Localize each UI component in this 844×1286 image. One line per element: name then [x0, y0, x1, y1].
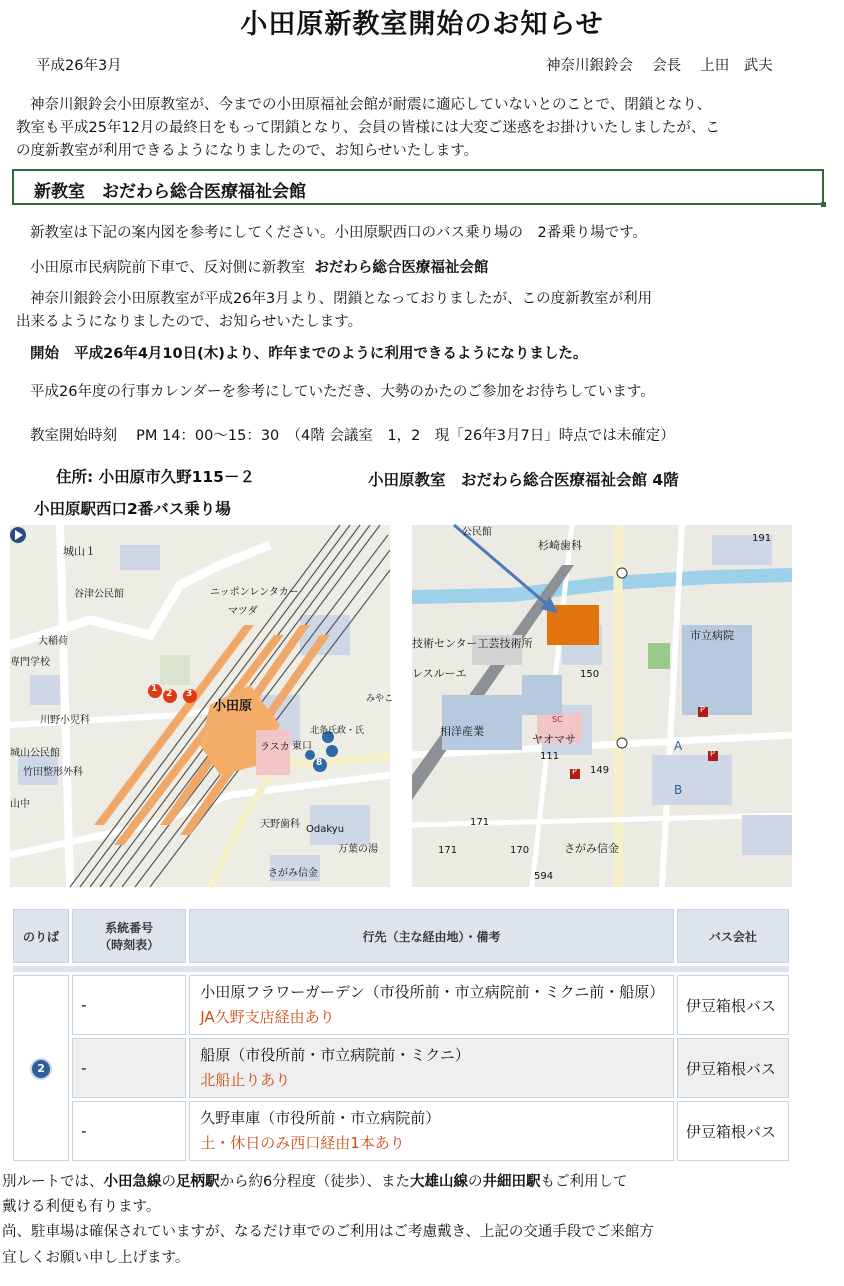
map-label: 市立病院 [690, 629, 734, 642]
header-route-number-text: 系統番号 [105, 921, 154, 935]
venue-label: 小田原教室 おだわら総合医療福祉会館 4階 [368, 471, 679, 489]
opening-label: 開始 [30, 346, 59, 362]
ashigara-station: 足柄駅 [176, 1174, 220, 1190]
map-label: ヤオマサ [532, 733, 576, 746]
map-label: マツダ [228, 606, 258, 617]
route-number: - [72, 1101, 186, 1161]
destination-cell [189, 1101, 674, 1161]
header-bus-company: バス会社 [677, 909, 789, 963]
bus-company: 伊豆箱根バス [677, 1101, 789, 1161]
table-row[interactable] [13, 975, 789, 1035]
address: 住所: 小田原市久野115－２ [56, 468, 255, 486]
daiyuzan-line: 大雄山線 [409, 1174, 468, 1190]
footer-text: もご利用して [540, 1174, 628, 1190]
guide-text: 新教室は下記の案内図を参考にしてください。小田原駅西口のバス乗り場の 2番乗り場です。 [30, 225, 648, 241]
map-label: 竹田整形外科 [23, 767, 83, 778]
map-label: 171 [470, 817, 490, 828]
footer-line-3: 尚、駐車場は確保されていますが、なるだけ車でのご利用はご考慮戴き、上記の交通手段でご来館方 [2, 1224, 654, 1240]
map-label: 東口 [292, 741, 312, 752]
closure-line-2: 出来るようになりましたので、お知らせいたします。 [16, 314, 363, 330]
bus-stop-marker[interactable]: 3 [186, 689, 193, 699]
map-label: 谷津公民館 [74, 589, 124, 600]
map-label: Odakyu [306, 824, 345, 835]
footer-text: から約6分程度（徒歩）、また [219, 1174, 410, 1190]
heading-corner-mark [821, 202, 826, 207]
map-label: レスルーエ [412, 667, 467, 680]
route-number: - [72, 975, 186, 1035]
isaida-station: 井細田駅 [482, 1174, 541, 1190]
header-destination: 行先（主な経由地）・備考 [189, 909, 674, 963]
map-label: 相洋産業 [440, 725, 484, 738]
bus-stop-venue: おだわら総合医療福祉会館 [314, 260, 489, 276]
destination-note: JA久野支店経由あり [200, 1008, 335, 1026]
header-route-number [72, 909, 186, 963]
footer-line-4: 宜しくお願い申し上げます。 [2, 1250, 190, 1266]
destination-text: 小田原フラワーガーデン（市役所前・市立病院前・ミクニ前・船原） [200, 983, 665, 1001]
map-label: 天野歯科 [260, 819, 300, 830]
bus-company: 伊豆箱根バス [677, 1038, 789, 1098]
map-label: みやこ [366, 694, 394, 704]
bus-stop-marker[interactable]: 8 [316, 758, 323, 768]
destination-text: 船原（市役所前・市立病院前・ミクニ） [200, 1046, 470, 1064]
destination-text: 久野車庫（市役所前・市立病院前） [200, 1109, 441, 1127]
table-header-row [13, 909, 789, 963]
map-label: ラスカ [260, 742, 290, 753]
map-label: 小田原 [213, 699, 253, 714]
map-label: 191 [752, 533, 772, 544]
section-heading: 新教室 おだわら総合医療福祉会館 [34, 182, 306, 202]
odakyu-line: 小田急線 [103, 1174, 162, 1190]
time-text: 教室開始時刻 PM 14：00～15：30 （4階 会議室 1，2 現「26年3月7日」時点では未確定） [30, 428, 675, 444]
bus-stop-prefix: 小田原市民病院前下車で、反対側に新教室 [30, 260, 306, 276]
bus-stop-line [30, 256, 488, 277]
map-label: 170 [510, 845, 530, 856]
footer-text: の [467, 1174, 483, 1190]
map-label: 山中 [10, 799, 30, 810]
table-spacer [13, 966, 789, 972]
map-label: 594 [534, 871, 554, 882]
header-platform: のりば [13, 909, 69, 963]
bus-stop-marker[interactable]: 1 [151, 684, 158, 694]
map-label: ニッポンレンタカー [210, 587, 299, 598]
footer-line-2: 戴ける利便も有ります。 [2, 1199, 161, 1215]
intro-line-2: 教室も平成25年12月の最終日をもって閉鎖となり、会員の皆様には大変ご迷惑をお掛けいたしましたが、こ [16, 120, 720, 136]
map-label: A [674, 739, 683, 753]
map-label: 150 [580, 669, 600, 680]
destination-cell [189, 1038, 674, 1098]
bus-stop-marker[interactable]: 2 [166, 689, 173, 699]
venue-map-drawing [412, 525, 792, 887]
map-label: 149 [590, 765, 610, 776]
map-label: さがみ信金 [564, 842, 619, 855]
intro-line-3: の度新教室が利用できるようになりましたので、お知らせいたします。 [16, 143, 479, 159]
platform-cell [13, 975, 69, 1161]
bus-company: 伊豆箱根バス [677, 975, 789, 1035]
map-label: 技術センター工芸技術所 [412, 637, 533, 650]
map-label: SC [552, 715, 563, 724]
map-label: 公民館 [462, 527, 492, 538]
map-label: B [674, 783, 683, 797]
map-label: 大稲荷 [38, 636, 68, 647]
map-label: 171 [438, 845, 458, 856]
parking-marker: P [572, 767, 577, 776]
platform-badge[interactable]: 2 [32, 1060, 50, 1078]
destination-cell [189, 975, 674, 1035]
opening-text: 平成26年4月10日(木)より、昨年までのように利用できるようになりました。 [74, 346, 588, 362]
map-label: 万葉の湯 [338, 844, 378, 855]
section-heading-box [12, 169, 824, 205]
map-label: さがみ信金 [268, 868, 318, 879]
footer-text: 別ルートでは、 [2, 1174, 104, 1190]
map-label: 城山公民館 [10, 748, 60, 759]
destination-note: 土・休日のみ西口経由1本あり [200, 1134, 405, 1152]
parking-marker: P [710, 749, 715, 758]
bus-stop-label: 小田原駅西口2番バス乗り場 [34, 500, 231, 518]
bus-route-table [10, 906, 792, 1164]
author: 神奈川銀鈴会 会長 上田 武夫 [546, 58, 773, 74]
station-map[interactable] [10, 525, 394, 887]
table-row[interactable] [13, 1038, 789, 1098]
map-label: 111 [540, 751, 560, 762]
table-row[interactable] [13, 1101, 789, 1161]
parking-marker: P [700, 705, 705, 714]
map-label: 城山１ [63, 545, 96, 558]
footer-line-1 [2, 1170, 627, 1191]
map-label: 専門学校 [10, 657, 50, 668]
intro-line-1: 神奈川銀鈴会小田原教室が、今までの小田原福祉会館が耐震に適応していないとのことで、閉鎖となり、 [30, 97, 712, 113]
map-label: 北条氏政・氏 [310, 726, 365, 736]
map-label: 杉崎歯科 [538, 539, 582, 552]
venue-map[interactable] [412, 525, 792, 887]
closure-line-1: 神奈川銀鈴会小田原教室が平成26年3月より、閉鎖となっておりましたが、この度新教室が利用 [30, 291, 653, 307]
map-label: 川野小児科 [40, 715, 90, 726]
destination-note: 北船止りあり [200, 1071, 291, 1089]
page-title: 小田原新教室開始のお知らせ [240, 9, 604, 40]
header-timetable-text: （時刻表） [99, 938, 160, 952]
route-number: - [72, 1038, 186, 1098]
calendar-text: 平成26年度の行事カレンダーを参考にしていただき、大勢のかたのご参加をお待ちしています。 [30, 384, 655, 400]
opening-line [30, 342, 587, 363]
issue-date: 平成26年3月 [36, 58, 122, 74]
footer-text: の [161, 1174, 176, 1190]
